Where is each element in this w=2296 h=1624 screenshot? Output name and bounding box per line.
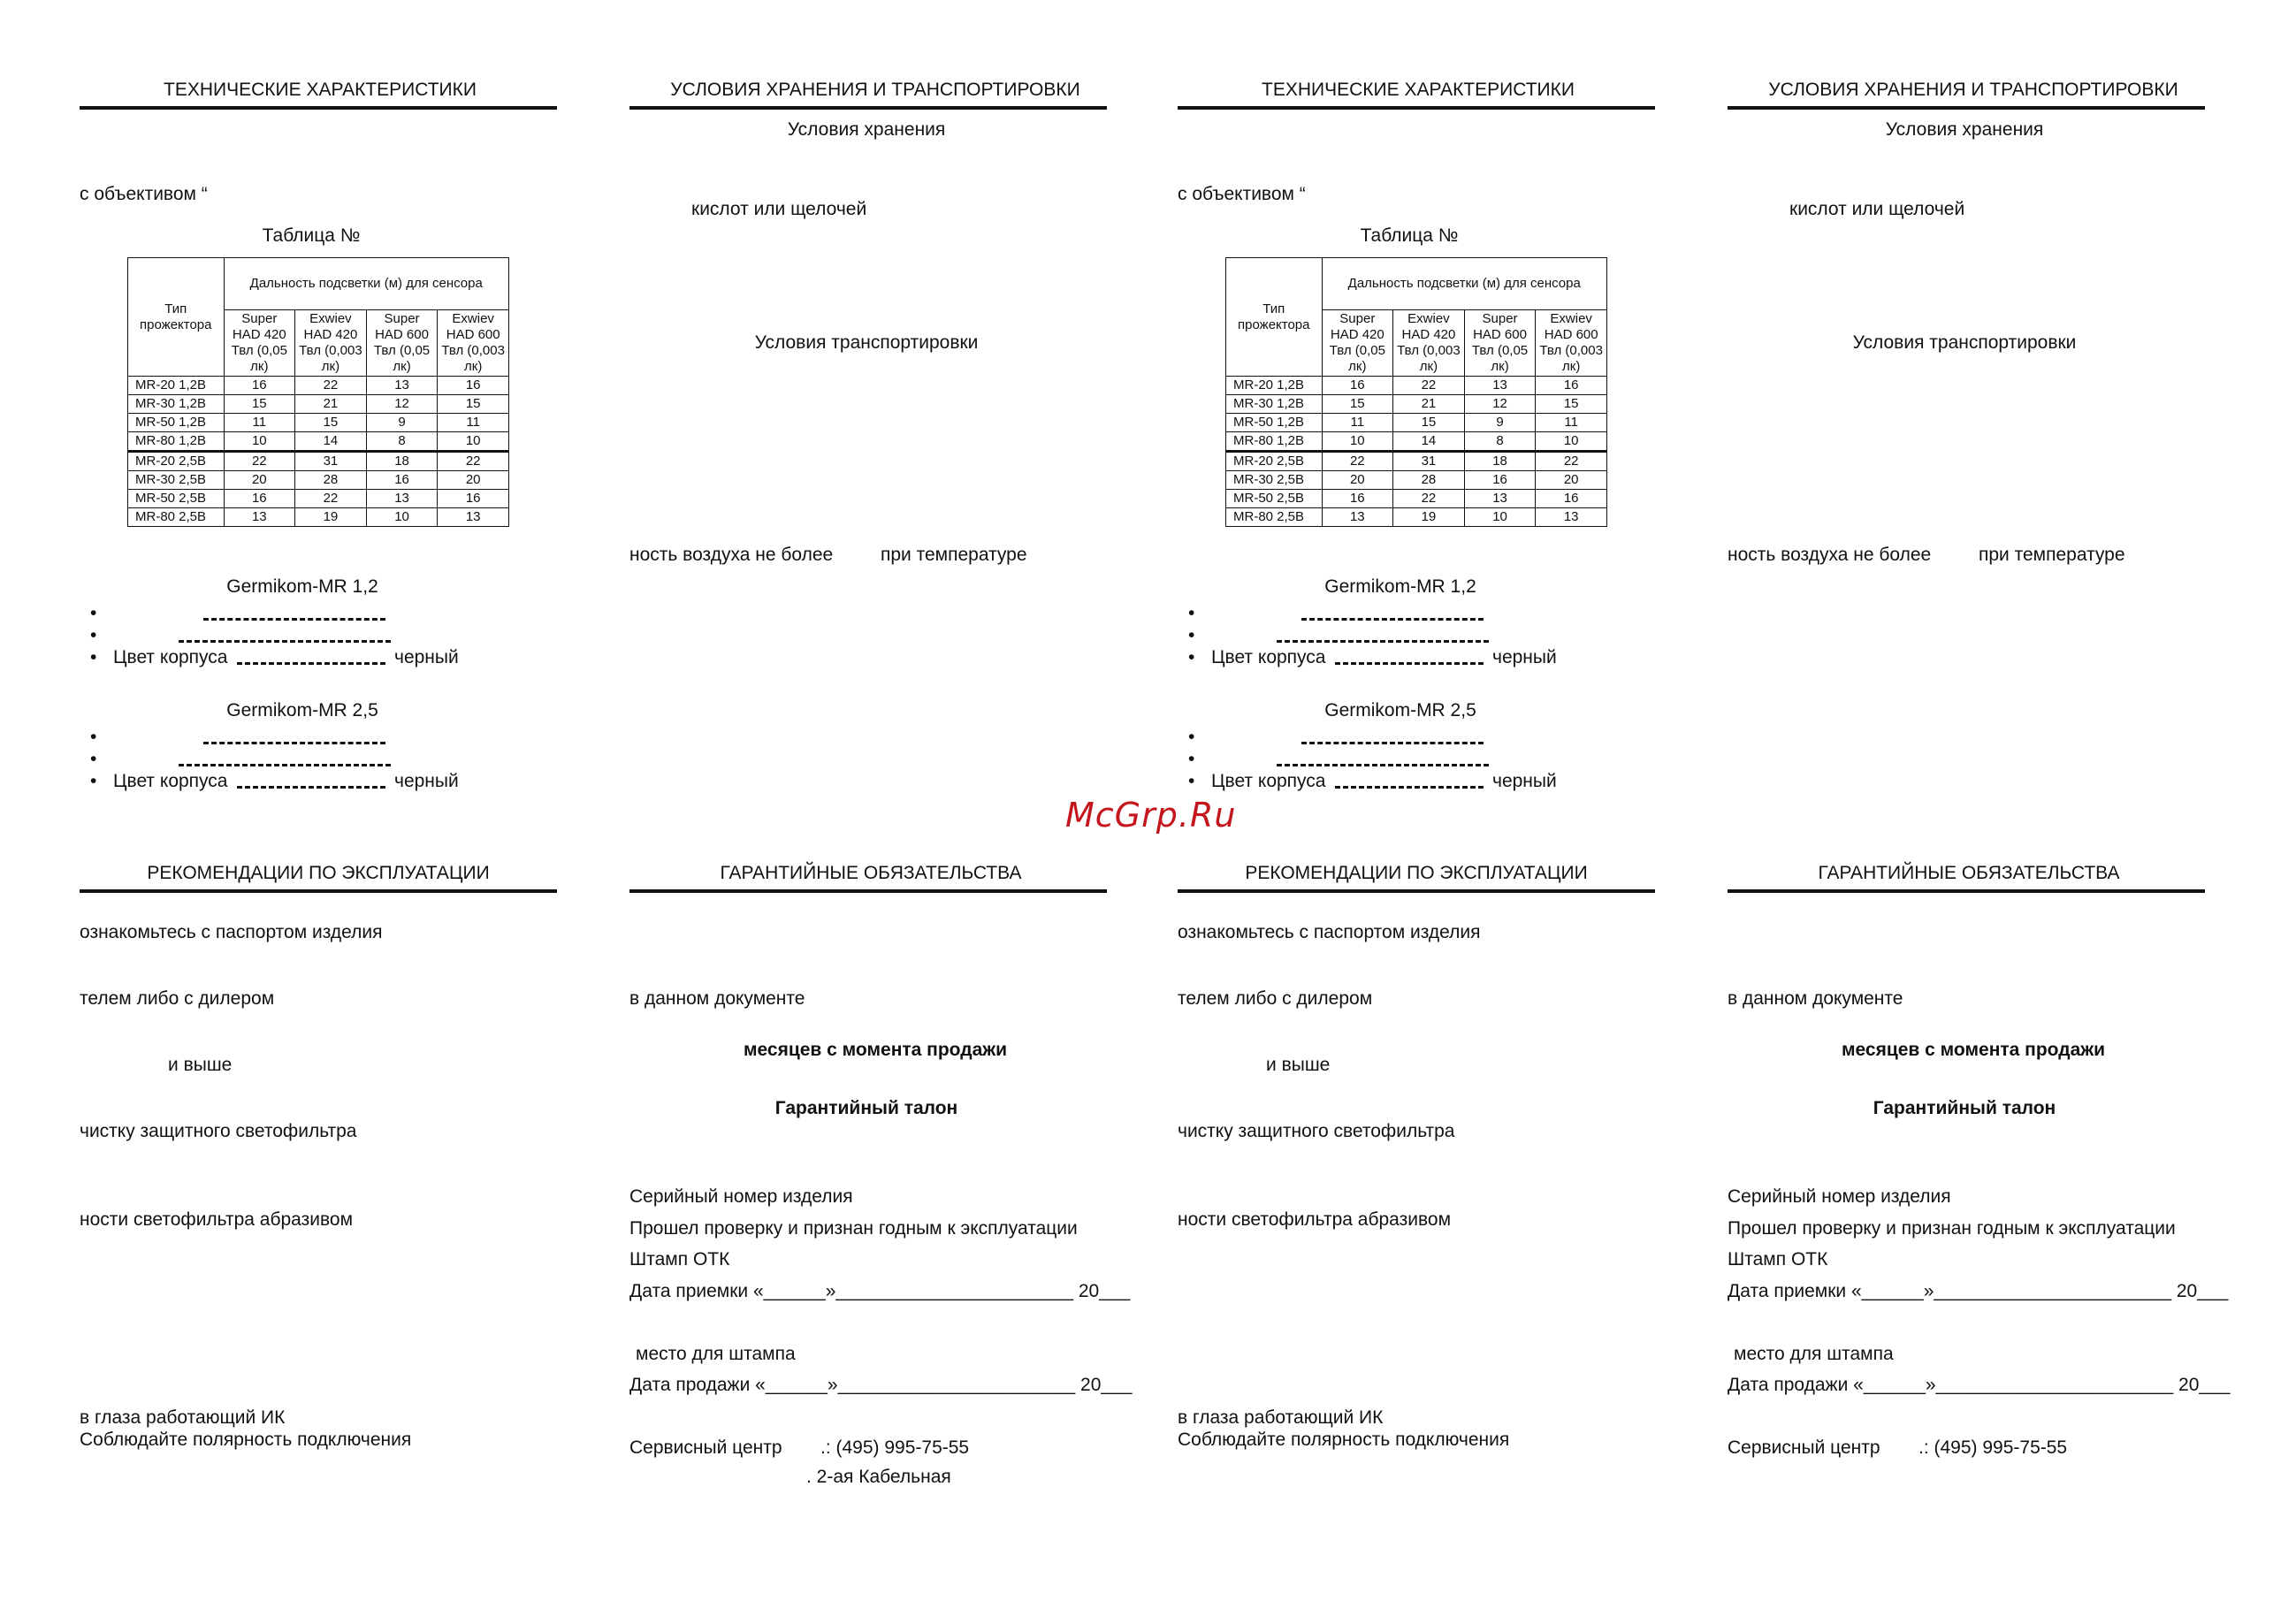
serial-number-label: Серийный номер изделия [1728,1186,1951,1207]
bullet-dot: • [1188,727,1195,747]
table-caption: Таблица № [1360,225,1459,246]
range-cell: 16 [1322,377,1393,395]
range-cell: 19 [1393,508,1465,527]
warranty-section-title: ГАРАНТИЙНЫЕ ОБЯЗАТЕЛЬСТВА [1818,863,2120,883]
row-name: MR-20 1,2В [1226,377,1323,395]
range-cell: 22 [438,452,509,471]
range-cell: 15 [1393,414,1465,432]
table-row [1226,490,1607,508]
rec-text-1: ознакомьтесь с паспортом изделия [80,922,383,942]
tech-section-title: ТЕХНИЧЕСКИЕ ХАРАКТЕРИСТИКИ [1262,80,1575,100]
rec-title-underline [80,889,557,893]
tech-title-underline [80,106,557,110]
table-row [128,471,509,490]
row-name: MR-80 1,2В [128,432,225,452]
temperature-text: при температуре [1979,545,2125,565]
range-cell: 21 [1393,395,1465,414]
dash-line [203,739,385,755]
bullet-dot: • [90,771,97,791]
rec-text-6: в глаза работающий ИК [1178,1407,1384,1428]
watermark: McGrp.Ru [1065,796,1237,835]
rec-text-1: ознакомьтесь с паспортом изделия [1178,922,1481,942]
sensor-header: Super HAD 600 Твл (0,05 лк) [1464,310,1536,377]
table-row [128,452,509,471]
range-cell: 15 [438,395,509,414]
warranty-title-underline [629,889,1107,893]
color-value: черный [394,771,459,791]
serial-number-label: Серийный номер изделия [629,1186,853,1207]
row-name: MR-30 2,5В [1226,471,1323,490]
storage-title-underline [1728,106,2205,110]
humidity-text: ность воздуха не более [629,545,834,565]
storage-subtitle: Условия хранения [787,119,946,140]
row-name: MR-50 1,2В [128,414,225,432]
dash-line [237,660,385,675]
warranty-title-underline [1728,889,2205,893]
service-phone: .: (495) 995-75-55 [820,1437,970,1458]
range-cell: 15 [224,395,295,414]
range-cell: 20 [1536,471,1607,490]
range-cell: 10 [1464,508,1536,527]
range-cell: 11 [224,414,295,432]
sensor-header: Exwiev HAD 600 Твл (0,003 лк) [438,310,509,377]
range-cell: 11 [438,414,509,432]
range-cell: 16 [1536,377,1607,395]
range-header: Дальность подсветки (м) для сенсора [1322,258,1606,310]
rec-text-5: ности светофильтра абразивом [80,1209,354,1230]
row-name: MR-30 2,5В [128,471,225,490]
bullet-dot: • [90,749,97,769]
warranty-coupon-title: Гарантийный талон [774,1098,958,1118]
color-label: Цвет корпуса [1211,647,1326,667]
row-name: MR-50 1,2В [1226,414,1323,432]
range-cell: 22 [1322,452,1393,471]
service-address: . 2-ая Кабельная [806,1467,951,1487]
warranty-period: месяцев с момента продажи [1841,1040,2106,1060]
range-header: Дальность подсветки (м) для сенсора [224,258,508,310]
storage-section-title: УСЛОВИЯ ХРАНЕНИЯ И ТРАНСПОРТИРОВКИ [670,80,1080,100]
spec-table [1225,257,1607,527]
dash-line [203,615,385,631]
range-cell: 20 [438,471,509,490]
sensor-header: Super HAD 420 Твл (0,05 лк) [224,310,295,377]
service-center-label: Сервисный центр [629,1437,782,1458]
sale-date-field: Дата продажи «______»_______________________ 20___ [1728,1375,2231,1395]
row-name: MR-80 2,5В [128,508,225,527]
bullet-dot: • [1188,771,1195,791]
range-cell: 11 [1536,414,1607,432]
rec-text-6: в глаза работающий ИК [80,1407,286,1428]
spec-table [127,257,509,527]
model-title: Germikom-MR 1,2 [226,576,378,597]
model-title: Germikom-MR 2,5 [226,700,378,721]
table-row [1226,508,1607,527]
range-cell: 20 [224,471,295,490]
table-row [1226,452,1607,471]
warranty-section-title: ГАРАНТИЙНЫЕ ОБЯЗАТЕЛЬСТВА [720,863,1022,883]
range-cell: 9 [1464,414,1536,432]
rec-text-7: Соблюдайте полярность подключения [80,1430,412,1450]
row-name: MR-20 2,5В [1226,452,1323,471]
range-cell: 10 [1536,432,1607,452]
range-cell: 13 [1464,377,1536,395]
range-cell: 28 [1393,471,1465,490]
sensor-header: Super HAD 600 Твл (0,05 лк) [366,310,438,377]
humidity-text: ность воздуха не более [1728,545,1932,565]
color-label: Цвет корпуса [113,771,228,791]
range-cell: 31 [1393,452,1465,471]
rec-text-3: и выше [168,1055,233,1075]
range-cell: 14 [1393,432,1465,452]
table-row [128,377,509,395]
range-cell: 16 [1464,471,1536,490]
service-center-label: Сервисный центр [1728,1437,1880,1458]
range-cell: 10 [224,432,295,452]
range-cell: 8 [366,432,438,452]
table-row [128,395,509,414]
range-cell: 13 [224,508,295,527]
bullet-dot: • [90,603,97,623]
type-header: Тип прожектора [128,258,225,377]
range-cell: 22 [295,377,367,395]
storage-subtitle: Условия хранения [1885,119,2044,140]
table-row [1226,414,1607,432]
rec-section-title: РЕКОМЕНДАЦИИ ПО ЭКСПЛУАТАЦИИ [1245,863,1588,883]
service-phone: .: (495) 995-75-55 [1918,1437,2068,1458]
range-cell: 13 [1536,508,1607,527]
warranty-text-1: в данном документе [629,988,805,1009]
range-cell: 13 [366,377,438,395]
otk-stamp-label: Штамп ОТК [1728,1249,1828,1269]
row-name: MR-30 1,2В [128,395,225,414]
table-row [128,414,509,432]
rec-text-7: Соблюдайте полярность подключения [1178,1430,1510,1450]
range-cell: 13 [1322,508,1393,527]
range-cell: 19 [295,508,367,527]
inspection-text: Прошел проверку и признан годным к эксплуатации [1728,1218,2176,1239]
row-name: MR-80 2,5В [1226,508,1323,527]
range-cell: 16 [1322,490,1393,508]
row-name: MR-30 1,2В [1226,395,1323,414]
range-cell: 13 [438,508,509,527]
warranty-period: месяцев с момента продажи [743,1040,1008,1060]
color-value: черный [394,647,459,667]
range-cell: 22 [295,490,367,508]
range-cell: 18 [366,452,438,471]
rec-section-title: РЕКОМЕНДАЦИИ ПО ЭКСПЛУАТАЦИИ [147,863,490,883]
dash-line [1335,660,1484,675]
sensor-header: Super HAD 420 Твл (0,05 лк) [1322,310,1393,377]
range-cell: 11 [1322,414,1393,432]
dash-line [237,783,385,799]
color-value: черный [1492,771,1557,791]
range-cell: 31 [295,452,367,471]
table-row [128,490,509,508]
range-cell: 16 [438,377,509,395]
range-cell: 22 [224,452,295,471]
row-name: MR-20 1,2В [128,377,225,395]
range-cell: 12 [1464,395,1536,414]
table-row [1226,471,1607,490]
model-title: Germikom-MR 1,2 [1324,576,1476,597]
acceptance-date-field: Дата приемки «______»_______________________ 20___ [1728,1281,2229,1301]
acids-text: кислот или щелочей [1789,199,1965,219]
range-cell: 22 [1393,490,1465,508]
type-header: Тип прожектора [1226,258,1323,377]
color-label: Цвет корпуса [113,647,228,667]
range-cell: 21 [295,395,367,414]
range-cell: 10 [438,432,509,452]
dash-line [1301,739,1484,755]
range-cell: 16 [366,471,438,490]
rec-text-5: ности светофильтра абразивом [1178,1209,1452,1230]
storage-section-title: УСЛОВИЯ ХРАНЕНИЯ И ТРАНСПОРТИРОВКИ [1768,80,2178,100]
range-cell: 10 [366,508,438,527]
row-name: MR-80 1,2В [1226,432,1323,452]
bullet-dot: • [1188,647,1195,667]
rec-text-2: телем либо с дилером [80,988,275,1009]
transport-subtitle: Условия транспортировки [754,332,979,353]
rec-title-underline [1178,889,1655,893]
range-cell: 12 [366,395,438,414]
range-cell: 15 [1536,395,1607,414]
warranty-text-1: в данном документе [1728,988,1903,1009]
otk-stamp-label: Штамп ОТК [629,1249,730,1269]
inspection-text: Прошел проверку и признан годным к эксплуатации [629,1218,1078,1239]
sensor-header: Exwiev HAD 600 Твл (0,003 лк) [1536,310,1607,377]
bullet-dot: • [1188,603,1195,623]
table-row [1226,377,1607,395]
range-cell: 8 [1464,432,1536,452]
tech-section-title: ТЕХНИЧЕСКИЕ ХАРАКТЕРИСТИКИ [164,80,477,100]
range-cell: 14 [295,432,367,452]
range-cell: 16 [1536,490,1607,508]
range-cell: 16 [438,490,509,508]
sensor-header: Exwiev HAD 420 Твл (0,003 лк) [295,310,367,377]
storage-title-underline [629,106,1107,110]
bullet-dot: • [90,727,97,747]
dash-line [1335,783,1484,799]
range-cell: 15 [1322,395,1393,414]
acids-text: кислот или щелочей [691,199,867,219]
range-cell: 9 [366,414,438,432]
tech-title-underline [1178,106,1655,110]
row-name: MR-50 2,5В [128,490,225,508]
warranty-coupon-title: Гарантийный талон [1873,1098,2056,1118]
bullet-dot: • [90,647,97,667]
transport-subtitle: Условия транспортировки [1852,332,2077,353]
lens-text: с объективом “ [1178,184,1306,204]
row-name: MR-50 2,5В [1226,490,1323,508]
stamp-place-label: место для штампа [1734,1344,1894,1364]
rec-text-4: чистку защитного светофильтра [1178,1121,1455,1141]
range-cell: 18 [1464,452,1536,471]
model-title: Germikom-MR 2,5 [1324,700,1476,721]
table-row [128,508,509,527]
range-cell: 10 [1322,432,1393,452]
color-value: черный [1492,647,1557,667]
range-cell: 15 [295,414,367,432]
temperature-text: при температуре [881,545,1027,565]
dash-line [1301,615,1484,631]
bullet-dot: • [90,625,97,645]
sensor-header: Exwiev HAD 420 Твл (0,003 лк) [1393,310,1465,377]
rec-text-4: чистку защитного светофильтра [80,1121,357,1141]
stamp-place-label: место для штампа [636,1344,796,1364]
bullet-dot: • [1188,749,1195,769]
range-cell: 16 [224,490,295,508]
rec-text-2: телем либо с дилером [1178,988,1373,1009]
table-row [128,432,509,452]
range-cell: 22 [1536,452,1607,471]
range-cell: 22 [1393,377,1465,395]
table-row [1226,395,1607,414]
row-name: MR-20 2,5В [128,452,225,471]
color-label: Цвет корпуса [1211,771,1326,791]
table-caption: Таблица № [262,225,361,246]
range-cell: 20 [1322,471,1393,490]
range-cell: 13 [1464,490,1536,508]
bullet-dot: • [1188,625,1195,645]
range-cell: 13 [366,490,438,508]
acceptance-date-field: Дата приемки «______»_______________________ 20___ [629,1281,1131,1301]
table-row [1226,432,1607,452]
lens-text: с объективом “ [80,184,208,204]
range-cell: 16 [224,377,295,395]
range-cell: 28 [295,471,367,490]
sale-date-field: Дата продажи «______»_______________________ 20___ [629,1375,1133,1395]
rec-text-3: и выше [1266,1055,1331,1075]
